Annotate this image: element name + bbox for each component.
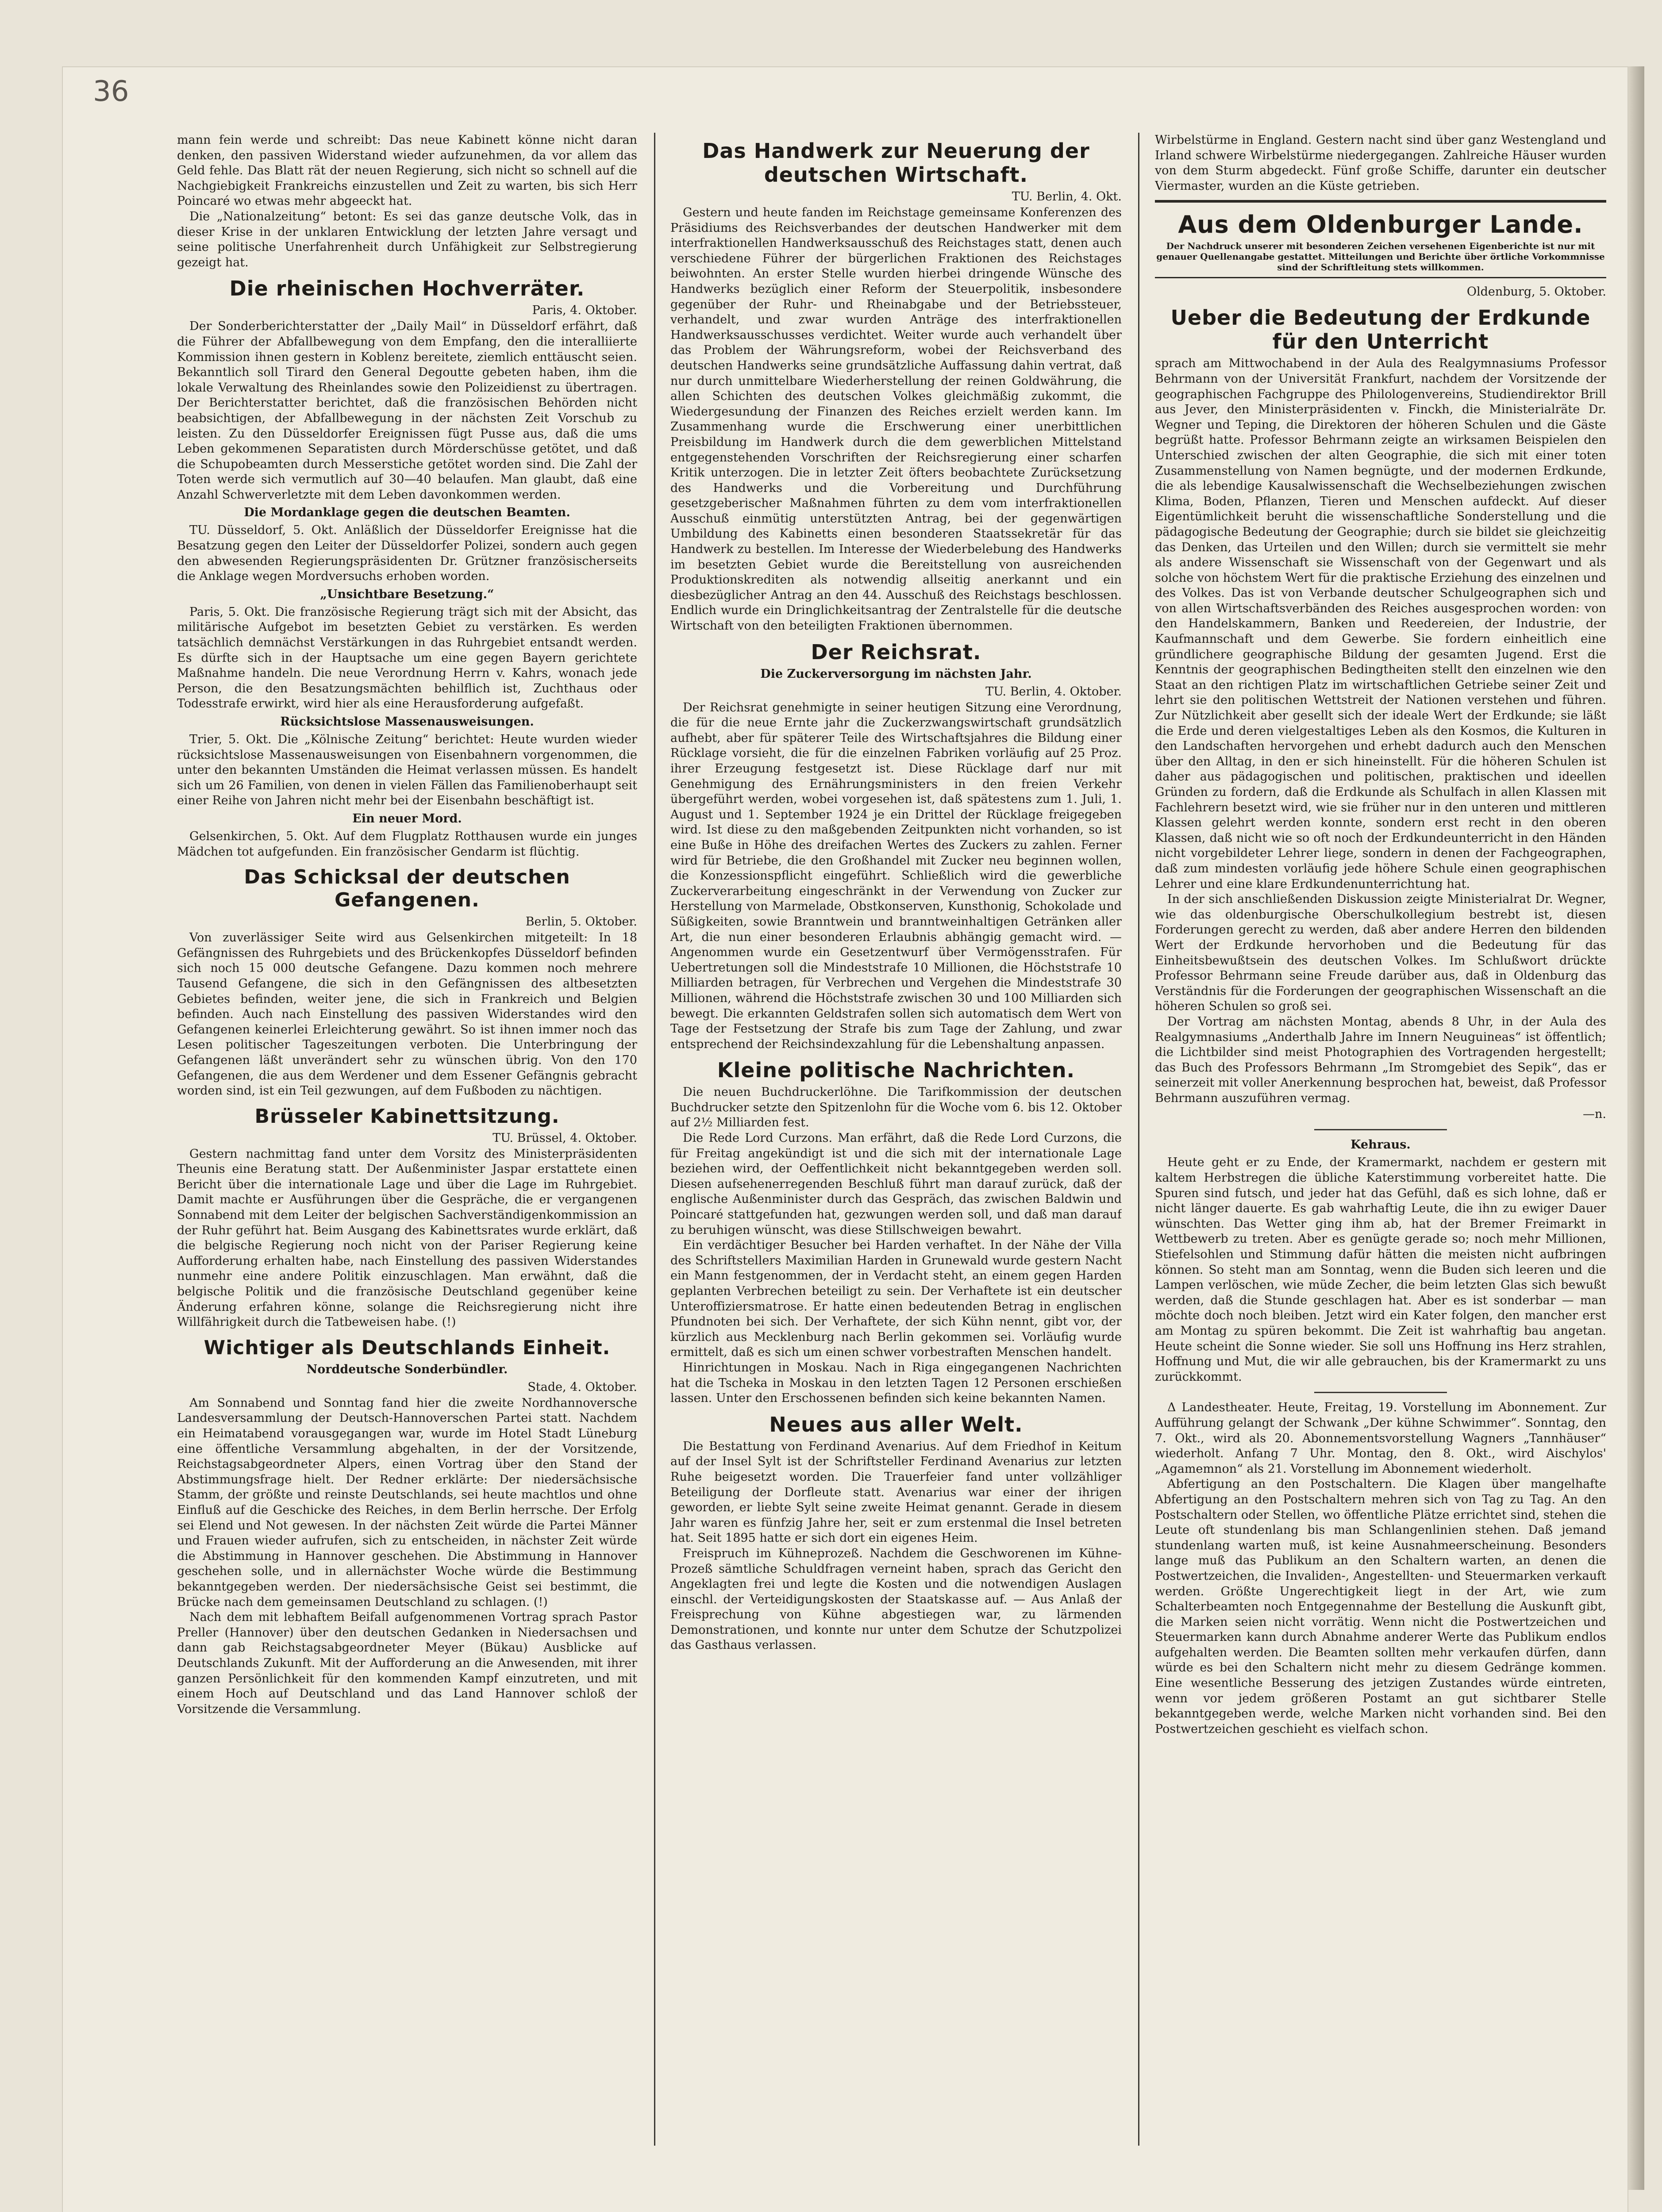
article-text: Paris, 5. Okt. Die französische Regierung trägt sich mit der Absicht, das militärische Aufgebot im besetzten Gebiet zu verstärken. Es werden tatsächlich demnächst Verstärkungen in das Ruhrgebiet entsandt werden. Es dürfte sich in der Hauptsache um eine gegen Bayern gerichtete Maßnahme handeln. Die neue Verordnung Herrn v. Kahrs, wonach jede Person, die den Besatzungsmächten behilflich ist, Zuchthaus oder Todesstrafe erwirkt, wird hier als eine Herausforderung aufgefaßt. [177,605,637,711]
subheadline: Rücksichtslose Massenausweisungen. [280,715,534,729]
article-text: Von zuverlässiger Seite wird aus Gelsenkirchen mitgeteilt: In 18 Gefängnissen des Ruhrgebiets und des Brückenkopfes Düsseldorf befinden sich noch 15 000 deutsche Gefangene. Dazu kommen noch mehrere Tausend Gefangene, die sich in den Gefängnissen des altbesetzten Gebietes befinden, weiter jene, die sich in Frankreich und Belgien befinden. Auch nach Einstellung des passiven Widerstandes wird den Gefangenen keinerlei Erleichterung gewährt. So ist ihnen immer noch das Lesen politischer Tageszeitungen verboten. Die Unterbringung der Gefangenen läßt unverändert sehr zu wünschen übrig. Von den 170 Gefangenen, die aus dem Werdener und dem Essener Gefängnis gebracht worden sind, ist ein Teil gezwungen, auf dem Fußboden zu nächtigen. [177,931,637,1098]
column-1 [177,133,637,2146]
article-text: In der sich anschließenden Diskussion zeigte Ministerialrat Dr. Wegner, wie das oldenburgische Oberschulkollegium bestrebt ist, diesen Forderungen gerecht zu werden, daß aber andere Herren den bildenden Wert der Erdkunde hervorhoben und die Bedeutung für das Einheitsbewußtsein des deutschen Volkes. Im Schlußwort drückte Professor Behrmann seine Freude darüber aus, daß in Oldenburg das Verständnis für die Forderungen der geographischen Wissenschaft an die höheren Schulen so groß sei. [1155,892,1606,1014]
column-2 [670,133,1122,2146]
article-text: Δ Landestheater. Heute, Freitag, 19. Vorstellung im Abonnement. Zur Aufführung gelangt der Schwank „Der kühne Schwimmer“. Sonntag, den 7. Okt., wird als 20. Abonnementsvorstellung Wagners „Tannhäuser“ wiederholt. Anfang 7 Uhr. Montag, den 8. Okt., wird Aischylos' „Agamemnon“ als 21. Vorstellung im Abonnement wiederholt. [1155,1401,1606,1476]
column-3 [1155,133,1606,2146]
headline: Brüsseler Kabinettsitzung. [254,1105,560,1128]
dateline: Paris, 4. Oktober. [532,303,637,318]
dateline: Oldenburg, 5. Oktober. [1466,285,1606,299]
article-text: Gelsenkirchen, 5. Okt. Auf dem Flugplatz Rotthausen wurde ein junges Mädchen tot aufgefunden. Ein französischer Gendarm ist flüchtig. [177,829,637,859]
section-header-box [1155,200,1606,278]
headline: Ueber die Bedeutung der Erdkunde für den Unterricht [1170,306,1591,354]
article-text: Wirbelstürme in England. Gestern nacht sind über ganz Westengland und Irland schwere Wirbelstürme niedergegangen. Zahlreiche Häuser wurden von dem Sturm abgedeckt. Fünf große Schiffe, darunter ein deutscher Viermaster, wurden an die Küste getrieben. [1155,133,1606,193]
article-text: sprach am Mittwochabend in der Aula des Realgymnasiums Professor Behrmann von der Universität Frankfurt, nachdem der Vorsitzende der geographischen Fachgruppe des Philologenvereins, Studiendirektor Brill aus Jever, den Ministerpräsidenten v. Finckh, die Ministerialräte Dr. Wegner und Teping, die Direktoren der höheren Schulen und die Gäste begrüßt hatte. Professor Behrmann zeigte an wirksamen Beispielen den Unterschied zwischen der alten Geographie, die sich mit einer toten Zusammenstellung von Namen begnügte, und der modernen Erdkunde, die als lebendige Kausalwissenschaft die Wechselbeziehungen zwischen Klima, Boden, Pflanzen, Tieren und Menschen aufdeckt. Auf dieser Eigentümlichkeit beruht die wissenschaftliche Sonderstellung und die pädagogische Bedeutung der Geographie; durch sie bildet sie gleichzeitig das Denken, das Urteilen und den Willen; durch sie vermittelt sie mehr als andere Wissenschaft sie Wissenschaft von der Gegenwart und als solche von höchstem Wert für die praktische Erziehung des einzelnen und des Volkes. Das ist von Verbande deutscher Schulgeographen sich und von allen Wirtschaftsverbänden des Reiches ausgesprochen worden: von den Handelskammern, Banken und Reedereien, der Industrie, der Kaufmannschaft und dem Gewerbe. Sie fordern einheitlich eine gründlichere geographische Bildung der gesamten Jugend. Erst die Kenntnis der geographischen Bedingtheiten stellt den einzelnen wie den Staat an den richtigen Platz im wirtschaftlichen Getriebe seiner Zeit und lehrt sie den politischen Wettstreit der Nationen verstehen und führen. Zur Nützlichkeit aber gesellt sich der ideale Wert der Erdkunde; sie läßt die Erde und deren vielgestaltiges Leben als den Kosmos, die Kulturen in den Landschaften hervorgehen und erhebt dadurch auch den Menschen über den Alltag, in den er sich hineinstellt. Für die höheren Schulen ist daher aus pädagogischen und politischen, praktischen und ideellen Gründen zu fordern, daß die Erdkunde als Schulfach in allen Klassen mit Fachlehrern besetzt wird, wie sie früher nur in den unteren und mittleren Klassen gelehrt werden konnte, sondern erst recht in den oberen Klassen, daß nicht wie so oft noch der Erdkundeunterricht in den Händen nicht vorgebildeter Lehrer liege, sondern in denen der Fachgeographen, daß zum mindesten vorläufig jede höhere Schule einen geographischen Lehrer und eine klare Erdkundenunterrichtung hat. [1155,357,1606,891]
article-text: Abfertigung an den Postschaltern. Die Klagen über mangelhafte Abfertigung an den Postschaltern mehren sich von Tag zu Tag. An den Postschaltern oder Stellen, wo öffentliche Plätze errichtet sind, stehen die Leute oft stundenlang bis man Schlangenlinien stehen. Daß jemand stundenlang warten muß, ist keine Ausnahmeerscheinung. Besonders lange muß das Publikum an den Schaltern warten, an denen die Postwertzeichen, die Invaliden-, Angestellten- und Steuermarken verkauft werden. Größte Ungerechtigkeit liegt in der Art, wie zum Schalterbeamten noch Entgegennahme der Bestellung die Auskunft gibt, die Marken seien nicht vorrätig. Wenn nicht die Postwertzeichen und Steuermarken kann durch Abnahme anderer Werte das Publikum endlos aufgehalten werden. Die Beamten sollten mehr verkaufen dürfen, dann würde es bei den Schaltern nicht mehr zu diesem Gedränge kommen. Eine wesentliche Besserung des jetzigen Zustandes würde eintreten, wenn vor jedem größeren Postamt an gut sichtbarer Stelle bekanntgegeben werde, welche Marken nicht vorhanden sind. Bei den Postwertzeichen geschieht es vielfach schon. [1155,1477,1606,1736]
subheadline: „Unsichtbare Besetzung.“ [320,587,494,601]
headline: Neues aus aller Welt. [769,1412,1023,1436]
headline: Wichtiger als Deutschlands Einheit. [204,1336,611,1359]
section-note: Der Nachdruck unserer mit besonderen Zeichen versehenen Eigenberichte ist nur mit genauer Quellenangabe gestattet. Mitteilungen und Berichte über örtliche Vorkommnisse sind der Schriftleitung stets willkommen. [1156,241,1605,273]
page-number: 36 [93,75,129,108]
divider [1314,1392,1447,1393]
article-text: Die Bestattung von Ferdinand Avenarius. Auf dem Friedhof in Keitum auf der Insel Sylt ist der Schriftsteller Ferdinand Avenarius zur letzten Ruhe beigesetzt worden. Die Trauerfeier fand unter vollzähliger Beteiligung der Dorfleute statt. Avenarius war einer der ihrigen geworden, er liebte Sylt seine zweite Heimat genannt. Gerade in diesem Jahr waren es fünfzig Jahre her, seit er zum erstenmal die Insel betreten hat. Seit 1895 hatte er sich dort ein eigenes Heim. [670,1439,1122,1545]
dateline: Stade, 4. Oktober. [527,1380,637,1394]
column-rule [654,133,655,2146]
article-text: Nach dem mit lebhaftem Beifall aufgenommenen Vortrag sprach Pastor Preller (Hannover) über den deutschen Gedanken in Niedersachsen und dann gab Reichstagsabgeordneter Meyer (Bükau) Ausblicke auf Deutschlands Zukunft. Mit der Aufforderung an die Anwesenden, mit ihrer ganzen Persönlichkeit für den kommenden Kampf einzutreten, und mit einem Hoch auf Deutschland und das Land Hannover schloß der Vorsitzende die Versammlung. [177,1610,637,1716]
dateline: TU. Berlin, 4. Okt. [1012,190,1122,204]
article-text: Hinrichtungen in Moskau. Nach in Riga eingegangenen Nachrichten hat die Tscheka in Moskau in den letzten Tagen 12 Personen erschießen lassen. Unter den Erschossenen befinden sich keine bekannten Namen. [670,1360,1122,1406]
subheadline: Kehraus. [1350,1138,1411,1152]
headline: Die rheinischen Hochverräter. [229,276,585,301]
dateline: TU. Berlin, 4. Oktober. [985,684,1122,699]
headline: Der Reichsrat. [811,640,981,664]
article-text: Die neuen Buchdruckerlöhne. Die Tarifkommission der deutschen Buchdrucker setzte den Spitzenlohn für die Woche vom 6. bis 12. Oktober auf 2½ Milliarden fest. [670,1085,1122,1130]
subheadline: Die Zuckerversorgung im nächsten Jahr. [760,667,1032,681]
subheadline: Norddeutsche Sonderbündler. [306,1362,508,1376]
article-text: Heute geht er zu Ende, der Kramermarkt, nachdem er gestern mit kaltem Herbstregen die übliche Katerstimmung vorbereitet hatte. Die Spuren sind futsch, und jeder hat das Gefühl, daß es sich lohne, daß er nicht länger dauerte. Es gab wahrhaftig Leute, die ihn zu ewiger Dauer wünschten. Das Wetter ging ihm ab, hat der Bremer Freimarkt in Wettbewerb zu treten. Aber es genügte gerade so; noch mehr Millionen, Stiefelsohlen und Stimmung dafür hätten die meisten nicht aufbringen können. So steht man am Sonntag, wenn die Buden sich leeren und die Lampen verlöschen, wie müde Zecher, die beim letzten Glas sich bewußt werden, daß die Stunde geschlagen hat. Aber es ist sonderbar — man möchte doch noch bleiben. Jetzt wird ein Kater folgen, den mancher erst am Montag zu spüren bekommt. Die Zeit ist wahrhaftig bau angetan. Heute scheint die Sonne wieder. Sie soll uns Hoffnung ins Herz strahlen, Hoffnung und Mut, die wir alle gebrauchen, bis der Kramermarkt zu uns zurückkommt. [1155,1156,1606,1384]
dateline: Berlin, 5. Oktober. [525,915,637,929]
section-title: Aus dem Oldenburger Lande. [1178,211,1583,239]
page-edge [1628,66,1644,2190]
article-text: Trier, 5. Okt. Die „Kölnische Zeitung“ berichtet: Heute wurden wieder rücksichtslose Massenausweisungen von Eisenbahnern vorgenommen, die unter den bekannten Umständen die Heimat verlassen müssen. Es handelt sich um 26 Familien, von denen in vielen Fällen das Familienoberhaupt seit einer Reihe von Jahren nicht mehr bei der Eisenbahn beschäftigt ist. [177,733,637,808]
subheadline: Die Mordanklage gegen die deutschen Beamten. [244,506,570,520]
dateline: TU. Brüssel, 4. Oktober. [492,1131,637,1145]
article-text: mann fein werde und schreibt: Das neue Kabinett könne nicht daran denken, den passiven Widerstand wieder aufzunehmen, da vor allem das Geld fehle. Das Blatt rät der neuen Regierung, sich nicht so schnell auf die Nachgiebigkeit Frankreichs einzustellen und Zeit zu warten, bis sich Herr Poincaré wo etwas mehr abgeeckt hat. [177,133,637,208]
article-text: Die „Nationalzeitung“ betont: Es sei das ganze deutsche Volk, das in dieser Krise in der unklaren Entwicklung der letzten Jahre versagt und seine politische Unerfahrenheit durch Unfähigkeit zur Selbstregierung gezeigt hat. [177,209,637,269]
article-text: Der Sonderberichterstatter der „Daily Mail“ in Düsseldorf erfährt, daß die Führer der Abfallbewegung von dem Empfang, den die interalliierte Kommission ihnen gestern in Koblenz bereitete, ziemlich enttäuscht seien. Bekanntlich soll Tirard den General Degoutte gebeten haben, ihm die lokale Verwaltung des Rheinlandes sowie den Polizeidienst zu übertragen. Der Berichterstatter berichtet, daß die französischen Behörden nicht beabsichtigen, der Abfallbewegung in der nächsten Zeit Vorschub zu leisten. Zu den Düsseldorfer Ereignissen fügt Pusse aus, daß die ums Leben gekommenen Separatisten durch Mörderschüsse getötet, und daß die Schupobeamten durch Messerstiche getötet worden sind. Die Zahl der Toten werde sich vermutlich auf 30—40 belaufen. Man glaubt, daß eine Anzahl Schwerverletzte mit dem Leben davonkommen werden. [177,319,637,502]
divider [1314,1129,1447,1130]
headline: Das Handwerk zur Neuerung der deutschen Wirtschaft. [702,139,1090,187]
subheadline: Ein neuer Mord. [352,811,462,826]
headline: Kleine politische Nachrichten. [717,1058,1075,1083]
article-text: Am Sonnabend und Sonntag fand hier die zweite Nordhannoversche Landesversammlung der Deutsch-Hannoverschen Partei statt. Nachdem ein Heimatabend vorausgegangen war, wurde im Hotel Stadt Lüneburg eine öffentliche Versammlung abgehalten, in der der Vorsitzende, Reichstagsabgeordneter Alpers, einen Vortrag über den Stand der Abstimmungsfrage hielt. Der Redner erklärte: Der niedersächsische Stamm, der größte und reinste Deutschlands, sei heute machtlos und ohne Einfluß auf die Geschicke des Reiches, in dem Berlin herrsche. Der Erfolg sei Elend und Not gewesen. In der nächsten Zeit würde die Partei Männer und Frauen wieder aufrufen, sich zu entscheiden, in nächster Zeit würde die Abstimmung in Hannover geschehen. Die Abstimmung in Hannover geschehen solle, und in allernächster Woche würde die Bestimmung bekanntgegeben werden. Der niedersächsische Geist sei bestimmt, die Brücke nach dem gemeinsamen Deutschland zu schlagen. (!) [177,1396,637,1609]
signature: —n. [1583,1107,1606,1121]
article-text: Der Vortrag am nächsten Montag, abends 8 Uhr, in der Aula des Realgymnasiums „Anderthalb Jahre im Innern Neuguineas“ ist öffentlich; die Lichtbilder sind meist Photographien des Vortragenden hergestellt; das Buch des Professors Behrmann „Im Stromgebiet des Sepik“, das er seinerzeit mit voller Anerkennung besprochen hat, beweist, daß Professor Behrmann auszuführen vermag. [1155,1014,1606,1105]
article-text: Gestern nachmittag fand unter dem Vorsitz des Ministerpräsidenten Theunis eine Beratung statt. Der Außenminister Jaspar erstattete einen Bericht über die internationale Lage und über die Lage im Ruhrgebiet. Damit machte er Ausführungen über die Gespräche, die er vergangenen Sonnabend mit dem Leiter der belgischen Sachverständigenkommission an der Ruhr geführt hat. Beim Ausgang des Kabinettsrates wurde erklärt, daß die belgische Regierung noch nicht von der Pariser Regierung keine Aufforderung erhalten habe, nach Einstellung des passiven Widerstandes nunmehr eine andere Politik einzuschlagen. Man erwähnt, daß die belgische Politik und die französische Deutschland gegenüber keine Änderung erfahren könne, solange die Reichsregierung nicht ihre Willfährigkeit durch die Tatbeweisen habe. (!) [177,1147,637,1329]
article-text: Gestern und heute fanden im Reichstage gemeinsame Konferenzen des Präsidiums des Reichsverbandes der deutschen Handwerker mit dem interfraktionellen Handwerksausschuß des Reichstages statt, denen auch verschiedene Führer der bürgerlichen Fraktionen des Reichstages beiwohnten. An erster Stelle wurden hierbei dringende Wünsche des Handwerks bezüglich einer Reform der Steuerpolitik, insbesondere gegenüber der Ruhr- und Rheinabgabe und der Betriebssteuer, verhandelt, und zwar wurden Anträge des interfraktionellen Handwerksausschusses verdichtet. Weiter wurde auch verhandelt über das Problem der Währungsreform, wobei der Reichsverband des deutschen Handwerks seine grundsätzliche Auffassung dahin vertrat, daß nur durch unmittelbare Wiederherstellung der reinen Goldwährung, die allen Schichten des deutschen Volkes gleichmäßig zukommt, die Wiedergesundung der Finanzen des Reiches erzielt werden kann. Im Zusammenhang wurde die Erschwerung einer unerbittlichen Preisbildung im Handwerk durch die dem gewerblichen Mittelstand entgegenstehenden Vorschriften der Reichsregierung einer scharfen Kritik unterzogen. Die in letzter Zeit öfters beobachtete Zurücksetzung des Handwerks und die Vorbereitung und Durchführung gesetzgeberischer Maßnahmen führten zu dem vom interfraktionellen Ausschuß einmütig unterstützten Antrag, bei der gegenwärtigen Umbildung des Kabinetts einen besonderen Staatssekretär für das Handwerk zu bestellen. Im Interesse der Wiederbelebung des Handwerks im besetzten Gebiet wurde die Bereitstellung von ausreichenden Produktionskrediten als notwendig allseitig anerkannt und ein diesbezüglicher Antrag an den 44. Ausschuß des Reichstags beschlossen. Endlich wurde ein Dringlichkeitsantrag der Zentralstelle für die deutsche Wirtschaft von den beteiligten Fraktionen übernommen. [670,206,1122,633]
article-text: Ein verdächtiger Besucher bei Harden verhaftet. In der Nähe der Villa des Schriftstellers Maximilian Harden in Grunewald wurde gestern Nacht ein Mann festgenommen, der in Verdacht steht, an einem gegen Harden geplanten Verbrechen beteiligt zu sein. Der Verhaftete ist ein deutscher Unteroffiziersmatrose. Er hatte einen bedeutenden Betrag in englischen Pfundnoten bei sich. Der Verhaftete, der sich Kühn nennt, gibt vor, der kürzlich aus Mecklenburg nach Berlin gekommen sei. Vorläufig wurde ermittelt, daß es sich um einen schwer vorbestraften Menschen handelt. [670,1238,1122,1359]
column-rule [1138,133,1139,2146]
article-text: TU. Düsseldorf, 5. Okt. Anläßlich der Düsseldorfer Ereignisse hat die Besatzung gegen den Leiter der Düsseldorfer Polizei, sondern auch gegen den abwesenden Regierungspräsidenten Dr. Grützner französischerseits die Anklage wegen Mordversuchs erhoben worden. [177,523,637,584]
headline: Das Schicksal der deutschen Gefangenen. [244,866,570,912]
article-text: Freispruch im Kühneprozeß. Nachdem die Geschworenen im Kühne-Prozeß sämtliche Schuldfragen verneint haben, sprach das Gericht den Angeklagten frei und legte die Kosten und die notwendigen Auslagen einschl. der Verteidigungskosten der Staatskasse auf. — Aus Anlaß der Freisprechung von Kühne abgestiegen war, zu lärmenden Demonstrationen, und konnte nur unter dem Schutze der Schutzpolizei das Gasthaus verlassen. [670,1546,1122,1652]
article-text: Der Reichsrat genehmigte in seiner heutigen Sitzung eine Verordnung, die für die neue Ernte jahr die Zuckerzwangswirtschaft grundsätzlich aufhebt, aber für späterer Teile des Wirtschaftsjahres die Bildung einer Rücklage vorsieht, die für die einzelnen Fabriken vorläufig auf 25 Proz. ihrer Erzeugung festgesetzt ist. Diese Rücklage darf nur mit Genehmigung des Ernährungsministers in den freien Verkehr übergeführt werden, wobei vorgesehen ist, daß spätestens zum 1. Juli, 1. August und 1. September 1924 je ein Drittel der Rücklage freigegeben wird. Ist diese zu den maßgebenden Zeitpunkten nicht vorhanden, so ist eine Buße in Höhe des dreifachen Wertes des Zuckers zu zahlen. Ferner wird für Betriebe, die den Großhandel mit Zucker neu beginnen wollen, die Konzessionspflicht eingeführt. Schließlich wird die gewerbliche Zuckerverarbeitung eingeschränkt in der Verwendung von Zucker zur Herstellung von Marmelade, Obstkonserven, Kunsthonig, Schokolade und Süßigkeiten, sowie Branntwein und branntweinhaltigen Getränken aller Art, die nun einer besonderen Erlaubnis abhängig gemacht wird. — Angenommen wurde ein Gesetzentwurf über Vermögensstrafen. Für Uebertretungen soll die Mindeststrafe 10 Millionen, die Höchststrafe 10 Milliarden betragen, für Verbrechen und Vergehen die Mindeststrafe 30 Millionen, während die Höchststrafe zwischen 30 und 100 Milliarden sich bewegt. Die erkannten Geldstrafen sollen sich automatisch dem Wert von Tage der Festsetzung der Strafe bis zum Tage der Zahlung, und zwar entsprechend der Reichsindexzahlung für die Lebenshaltung anpassen. [670,700,1122,1051]
article-text: Die Rede Lord Curzons. Man erfährt, daß die Rede Lord Curzons, die für Freitag angekündigt ist und die sich mit der internationale Lage beziehen wird, der Oeffentlichkeit nicht bekanntgegeben werden soll. Diesen aufsehenerregenden Beschluß führt man darauf zurück, daß der englische Außenminister durch das Gespräch, das zwischen Baldwin und Poincaré stattgefunden hat, gezwungen werden soll, und daß man darauf zu beruhigen wünscht, was diese Stillschweigen bewahrt. [670,1131,1122,1237]
